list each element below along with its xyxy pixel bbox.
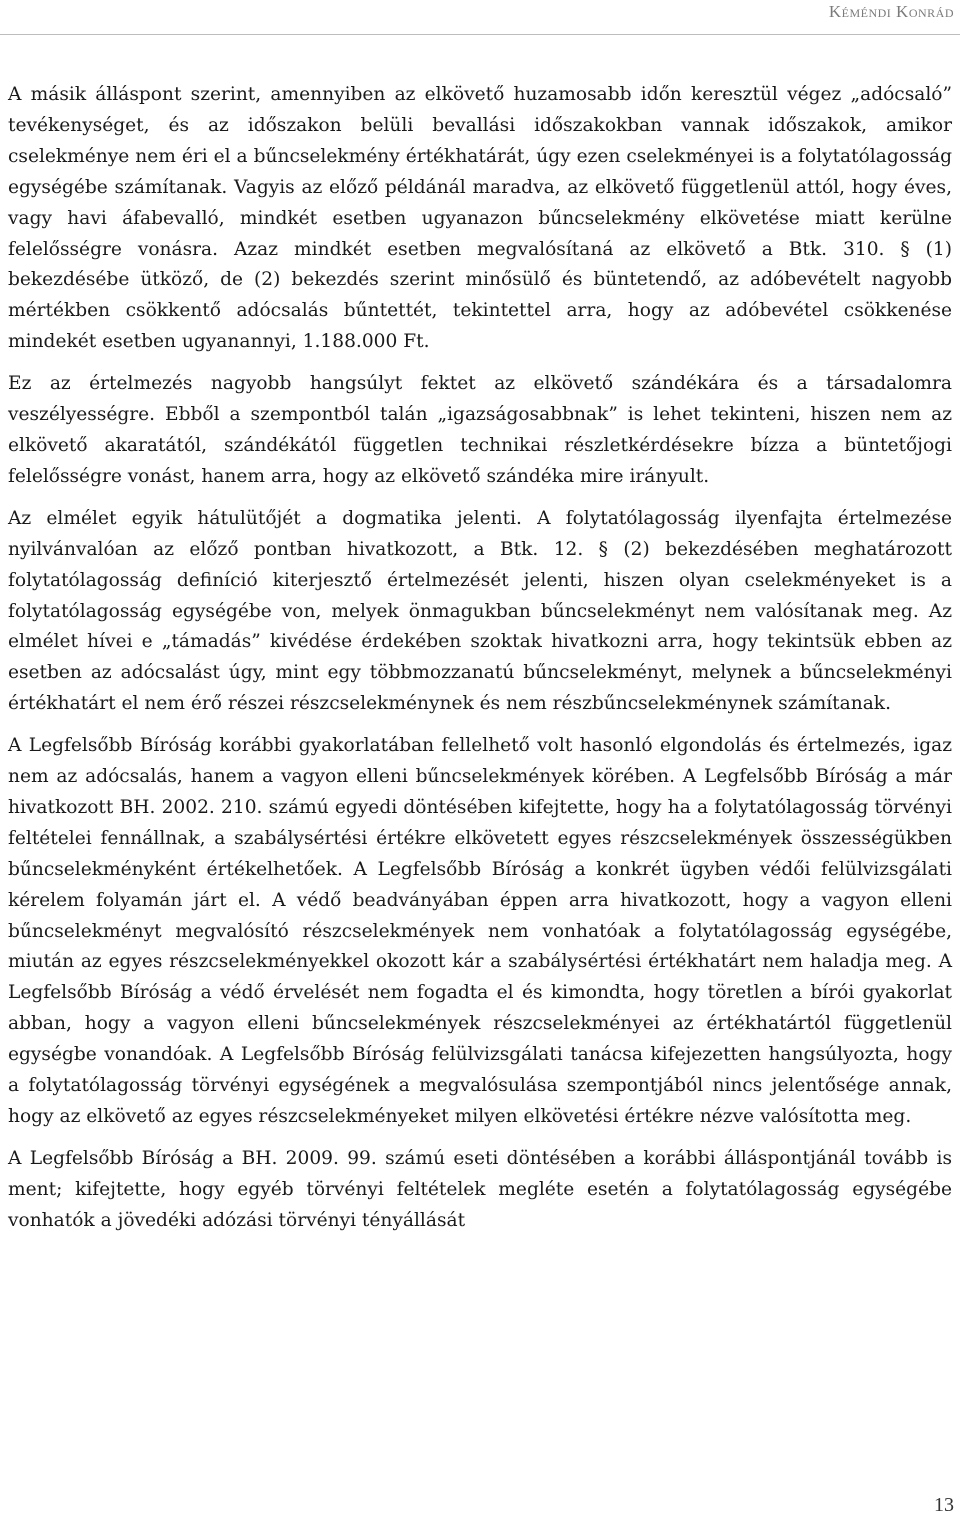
paragraph: Ez az értelmezés nagyobb hangsúlyt fektet az elkövető szándékára és a társadalomra veszélyességre. Ebből a szempontból talán „igazságosabbnak” is lehet tekinteni, hiszen nem az elkövető akaratától, szándékától független technikai részletkérdésekre bízza a büntetőjogi felelősségre vonást, hanem arra, hogy az elkövető szándéka mire irányult. [8,373,952,487]
header-rule [0,34,960,35]
paragraph: A Legfelsőbb Bíróság a BH. 2009. 99. számú eseti döntésében a korábbi álláspontjánál tovább is ment; kifejtette, hogy egyéb törvényi feltételek megléte esetén a folytatólagosság egységébe vonhatók a jövedéki adózási törvényi tényállását [8,1147,952,1231]
paragraph: Az elmélet egyik hátulütőjét a dogmatika jelenti. A folytatólagosság ilyenfajta értelmezése nyilvánvalóan az előző pontban hivatkozott, a Btk. 12. § (2) bekezdésében meghatározott folytatólagosság definíció kiterjesztő értelmezését jelenti, hiszen olyan cselekményeket is a folytatólagosság egységébe von, melyek önmagukban bűncselekményt nem valósítanak meg. Az elmélet hívei e „támadás” kivédése érdekében szoktak hivatkozni arra, hogy tekintsük ebben az esetben az adócsalást úgy, mint egy többmozzanatú bűncselekményt, melynek a bűncselekményi értékhatárt el nem érő részei részcselekménynek és nem részbűncselekménynek számítanak. [8,507,952,715]
page-number: 13 [934,1494,954,1516]
paragraph: A Legfelsőbb Bíróság korábbi gyakorlatában fellelhető volt hasonló elgondolás és értelmezés, igaz nem az adócsalás, hanem a vagyon elleni bűncselekmények körében. A Legfelsőbb Bíróság a már hivatkozott BH. 2002. 210. számú egyedi döntésében kifejtette, hogy ha a folytatólagosság törvényi feltételei fennállnak, a szabálysértési értékre elkövetett egyes részcselekmények összességükben bűncselekményként értékelhetőek. A Legfelsőbb Bíróság a konkrét ügyben védői felülvizsgálati kérelem folyamán járt el. A védő beadványában éppen arra hivatkozott, hogy a vagyon elleni bűncselekményt megvalósító részcselekmények nem vonhatóak a folytatólagosság egységébe, miután az egyes részcselekményekkel okozott kár a szabálysértési értékhatárt nem haladja meg. A Legfelsőbb Bíróság a védő érvelését nem fogadta el és kimondta, hogy töretlen a bírói gyakorlat abban, hogy a vagyon elleni bűncselekmények részcselekményei az értékhatártól függetlenül egységbe vonandóak. A Legfelsőbb Bíróság felülvizsgálati tanácsa kifejezetten hangsúlyozta, hogy a folytatólagosság törvényi egységének a megvalósulása szempontjából nincs jelentősége annak, hogy az elkövető az egyes részcselekményeket milyen elkövetési értékre nézve valósította meg. [8,735,952,1127]
running-head: Kéméndi Konrád [828,2,954,21]
paragraph: A másik álláspont szerint, amennyiben az elkövető huzamosabb időn keresztül végez „adócsaló” tevékenységet, és az időszakon belüli bevallási időszakokban vannak időszakok, amikor cselekménye nem éri el a bűncselekmény értékhatárát, úgy ezen cselekményei is a folytatólagosság egységébe számítanak. Vagyis az előző példánál maradva, az elkövető függetlenül attól, hogy éves, vagy havi áfabevalló, mindkét esetben ugyanazon bűncselekmény elkövetése miatt kerülne felelősségre vonásra. Azaz mindkét esetben megvalósítaná az elkövető a Btk. 310. § (1) bekezdésébe ütköző, de (2) bekezdés szerint minősülő és büntetendő, az adóbevételt nagyobb mértékben csökkentő adócsalás bűntettét, tekintettel arra, hogy az adóbevétel csökkenése mindekét esetben ugyanannyi, 1.188.000 Ft. [8,84,952,353]
page-body [8,80,952,1248]
